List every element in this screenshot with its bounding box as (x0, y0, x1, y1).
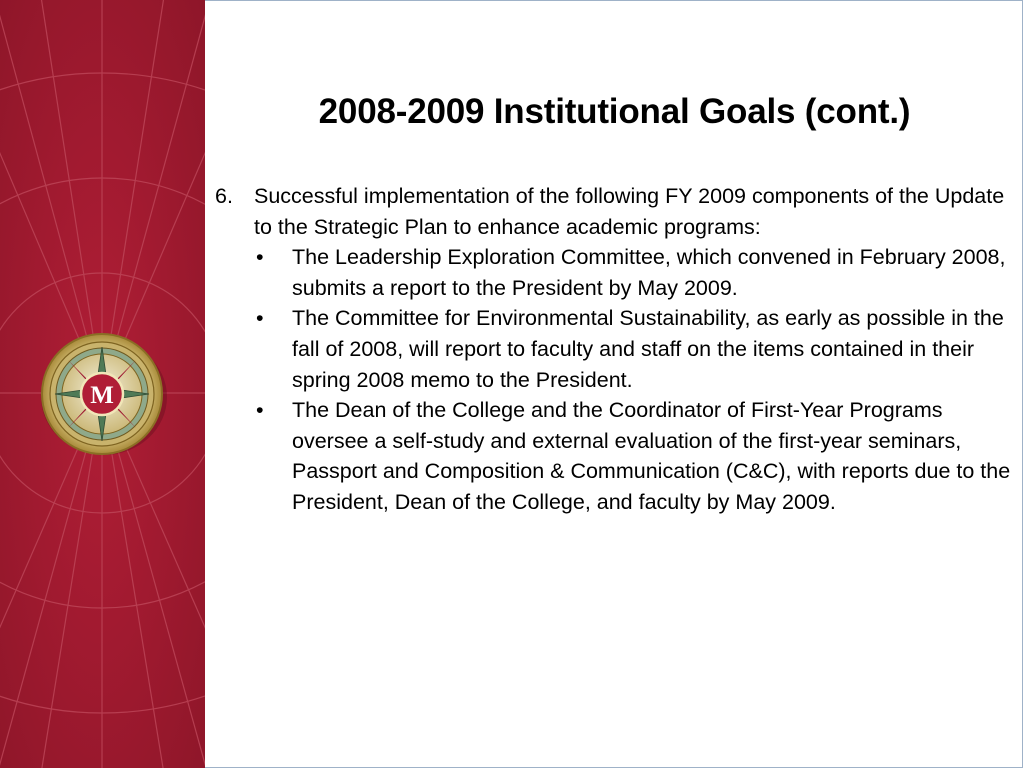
bullet-text: The Leadership Exploration Committee, which convened in February 2008, submits a report to the President by May 2009. (292, 245, 1006, 300)
bullet-list (254, 242, 1015, 517)
item-text: Successful implementation of the following FY 2009 components of the Update to the Strategic Plan to enhance academic programs: (254, 184, 1005, 239)
bullet-text: The Dean of the College and the Coordinator of First-Year Programs oversee a self-study and external evaluation of the first-year seminars, Passport and Composition & Communication (C&C), with reports due to the President, Dean of the College, and faculty by May 2009. (292, 398, 1011, 514)
bullet-icon: • (256, 398, 264, 423)
bullet-text: The Committee for Environmental Sustainability, as early as possible in the fall of 2008, will report to faculty and staff on the items contained in their spring 2008 memo to the President. (292, 306, 1004, 392)
compass-emblem-logo (38, 333, 168, 457)
sidebar-panel (0, 0, 205, 768)
slide-title: 2008-2009 Institutional Goals (cont.) (318, 92, 911, 131)
bullet-icon: • (256, 306, 264, 331)
bullet-item (254, 395, 1015, 517)
bullet-item (254, 242, 1015, 303)
bullet-icon: • (256, 245, 264, 270)
emblem-letter: M (90, 382, 114, 409)
bullet-item (254, 303, 1015, 395)
numbered-item (215, 181, 1015, 518)
slide-body (215, 181, 1015, 518)
item-number: 6. (215, 184, 233, 208)
